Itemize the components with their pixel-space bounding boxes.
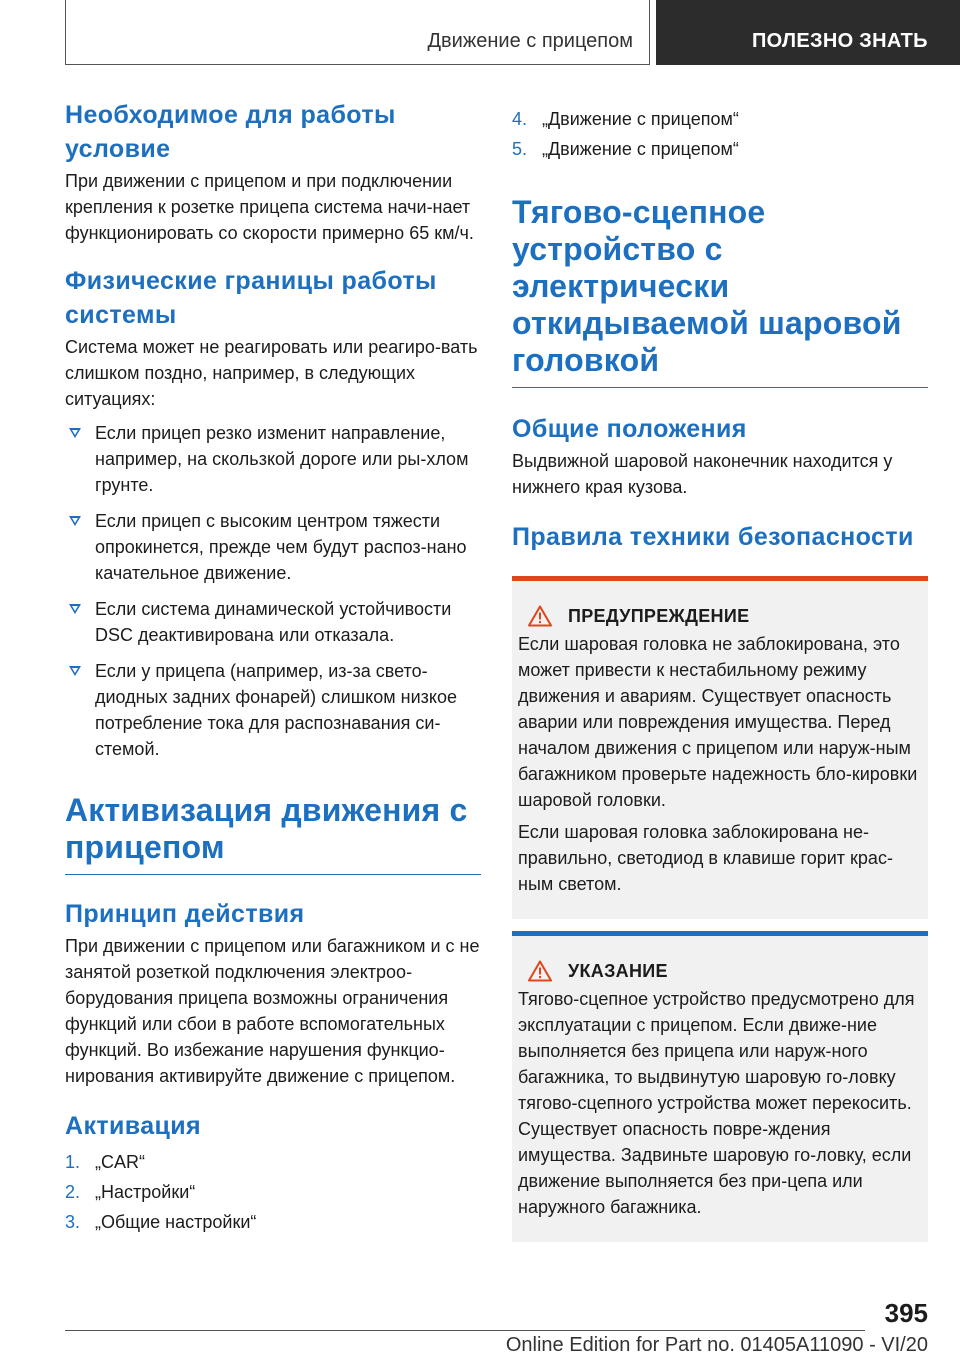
list-item: Если прицеп резко изменит направление, например, на скользкой дороге или ры-хлом грунте. xyxy=(65,420,481,498)
list-item[interactable]: 5. „Движение с прицепом“ xyxy=(512,139,739,159)
warning-triangle-icon xyxy=(528,960,552,982)
section-title-safety: Правила техники безопасности xyxy=(512,523,914,551)
limits-list xyxy=(65,420,481,762)
triangle-bullet-icon xyxy=(69,666,81,676)
left-column xyxy=(65,98,481,1237)
activation-steps xyxy=(65,1147,481,1237)
warning-title: ПРЕДУПРЕЖДЕНИЕ xyxy=(518,605,922,627)
activation-steps-continued xyxy=(512,104,928,164)
right-column xyxy=(512,104,928,1242)
list-item[interactable]: 3. „Общие настройки“ xyxy=(65,1212,257,1232)
principle-text: При движении с прицепом или багажником и с не занятой розеткой подключения электроо-борудования прицепа возможны ограничения функций или сбои в работе вспомогательных функций. Во избежание нарушения функцио-нирования активируйте движение с прицепом. xyxy=(65,936,480,1086)
header-frame xyxy=(65,0,650,65)
requirement-text: При движении с прицепом и при подключении крепления к розетке прицепа система начи-нает функционировать со скорости примерно 65 км/ч. xyxy=(65,171,474,243)
section-title-general: Общие положения xyxy=(512,415,747,443)
warning-box xyxy=(512,576,928,919)
triangle-bullet-icon xyxy=(69,604,81,614)
warning-text: Если шаровая головка не заблокирована, это может привести к нестабильному режиму движения и авариям. Существует опасность аварии или повреждения имущества. Перед началом движения с прицепом или наруж-ным багажником проверьте надежность бло-кировки шаровой головки. xyxy=(518,634,918,810)
page-number: 395 xyxy=(884,1298,928,1328)
general-text: Выдвижной шаровой наконечник находится у нижнего края кузова. xyxy=(512,451,893,497)
section-title-requirement: Необходимое для работы условие xyxy=(65,101,396,163)
chapter-heading-block xyxy=(512,194,928,388)
warning-triangle-icon xyxy=(528,605,552,627)
list-item[interactable]: 4. „Движение с прицепом“ xyxy=(512,109,739,129)
chapter-title-activation: Активизация движения с прицепом xyxy=(65,792,468,865)
footer-divider xyxy=(65,1330,865,1331)
triangle-bullet-icon xyxy=(69,428,81,438)
notice-text: Тягово-сцепное устройство предусмотрено для эксплуатации с прицепом. Если движе-ние выполняется без прицепа или наруж-ного багажника, то выдвинутую шаровую го-ловку тягово-сцепного устройства может перекосить. Существует опасность повре-ждения имущества. Задвиньте шаровую го-ловку, если движение выполняется без при-цепа или наружного багажника. xyxy=(518,989,915,1217)
list-item: Если прицеп с высоким центром тяжести опрокинется, прежде чем будут распоз-нано качательное движение. xyxy=(65,508,481,586)
chapter-title-towbar: Тягово-сцепное устройство с электрически откидываемой шаровой головкой xyxy=(512,194,902,378)
chapter-heading-block xyxy=(65,792,481,875)
list-item: Если система динамической устойчивости DSC деактивирована или отказала. xyxy=(65,596,481,648)
limits-text: Система может не реагировать или реагиро-вать слишком поздно, например, в следующих ситуациях: xyxy=(65,337,478,409)
warning-text: Если шаровая головка заблокирована не-правильно, светодиод в клавише горит крас-ным светом. xyxy=(518,822,893,894)
section-title-limits: Физические границы работы системы xyxy=(65,267,437,329)
section-title-activation: Активация xyxy=(65,1112,202,1140)
triangle-bullet-icon xyxy=(69,516,81,526)
header-chapter-tab[interactable]: ПОЛЕЗНО ЗНАТЬ xyxy=(656,0,960,65)
notice-box xyxy=(512,931,928,1242)
footer-edition: Online Edition for Part no. 01405A11090 - VI/20 xyxy=(505,1334,928,1356)
header-section-title: Движение с прицепом xyxy=(427,30,633,52)
section-title-principle: Принцип действия xyxy=(65,900,305,928)
notice-title: УКАЗАНИЕ xyxy=(518,960,922,982)
list-item[interactable]: 1. „CAR“ xyxy=(65,1152,145,1172)
list-item[interactable]: 2. „Настройки“ xyxy=(65,1182,196,1202)
list-item: Если у прицепа (например, из-за свето-диодных задних фонарей) слишком низкое потребление тока для распознавания си-стемой. xyxy=(65,658,481,762)
